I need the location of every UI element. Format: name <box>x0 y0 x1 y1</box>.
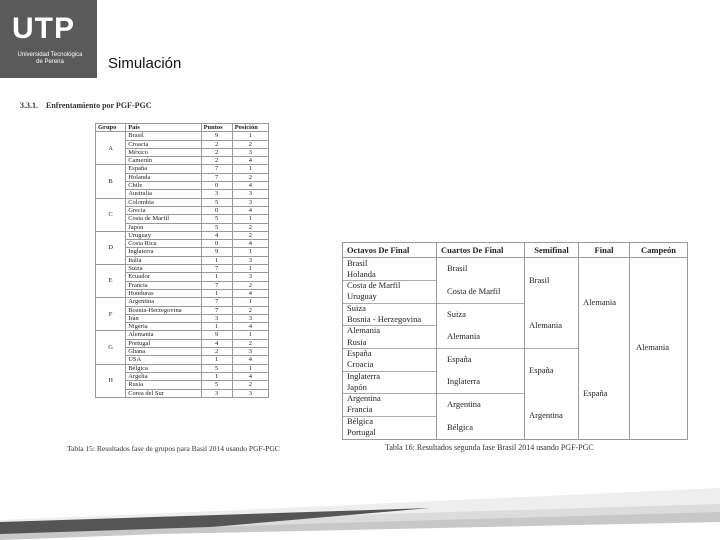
cell-country: Irán <box>126 314 201 322</box>
cell-position: 4 <box>232 356 268 364</box>
table-16-caption: Tabla 16: Resultados segunda fase Brasil 2014 usando PGF-PGC <box>385 443 594 452</box>
cell-points: 4 <box>201 339 232 347</box>
octavos-team: Costa de Marfil <box>347 280 401 291</box>
octavos-team: Suiza <box>347 302 366 313</box>
cell-country: Inglaterra <box>126 248 201 256</box>
cell-points: 5 <box>201 223 232 231</box>
cell-points: 1 <box>201 356 232 364</box>
cell-position: 3 <box>232 198 268 206</box>
cell-country: Brasil <box>126 132 201 140</box>
cuartos-team: España <box>447 353 472 364</box>
cell-points: 7 <box>201 173 232 181</box>
table-15-caption: Tabla 15: Resultados fase de grupos para Basil 2014 usando PGF-PGC <box>67 444 280 453</box>
bracket-header-octavos: Octavos De Final <box>343 243 440 258</box>
group-label: G <box>96 331 126 364</box>
col-header-position: Posición <box>232 124 268 132</box>
cell-position: 2 <box>232 281 268 289</box>
cell-country: Camerún <box>126 157 201 165</box>
logo-mark: UTP <box>12 12 75 45</box>
cell-points: 0 <box>201 206 232 214</box>
cell-country: Argelia <box>126 372 201 380</box>
semifinal-team: Brasil <box>529 274 550 285</box>
section-title: Enfrentamiento por PGF-PGC <box>46 101 152 110</box>
cell-country: Nigeria <box>126 323 201 331</box>
cell-country: Colombia <box>126 198 201 206</box>
cell-position: 4 <box>232 182 268 190</box>
cuartos-team: Suiza <box>447 308 466 319</box>
cell-position: 3 <box>232 148 268 156</box>
cell-points: 2 <box>201 148 232 156</box>
cell-position: 3 <box>232 314 268 322</box>
cell-country: Australia <box>126 190 201 198</box>
cell-position: 2 <box>232 173 268 181</box>
logo-text <box>10 52 90 66</box>
bracket-row-divider <box>525 348 578 349</box>
cell-position: 3 <box>232 273 268 281</box>
cell-country: Costa Rica <box>126 240 201 248</box>
cell-points: 9 <box>201 132 232 140</box>
final-team: Alemania <box>583 297 617 308</box>
cell-points: 7 <box>201 298 232 306</box>
cell-points: 7 <box>201 281 232 289</box>
table-row <box>96 265 269 273</box>
semifinal-team: Alemania <box>529 319 563 330</box>
cell-position: 3 <box>232 190 268 198</box>
cell-country: Japón <box>126 223 201 231</box>
cell-country: Honduras <box>126 289 201 297</box>
group-label: B <box>96 165 126 198</box>
cuartos-team: Alemania <box>447 331 481 342</box>
cell-position: 4 <box>232 240 268 248</box>
bracket-row-divider <box>437 393 524 394</box>
cell-country: México <box>126 148 201 156</box>
cell-points: 2 <box>201 140 232 148</box>
cell-position: 1 <box>232 331 268 339</box>
cell-position: 4 <box>232 206 268 214</box>
octavos-team: Japón <box>347 381 367 392</box>
cell-position: 4 <box>232 157 268 165</box>
cell-points: 1 <box>201 273 232 281</box>
group-label: F <box>96 298 126 331</box>
cell-points: 3 <box>201 389 232 397</box>
cell-points: 5 <box>201 215 232 223</box>
cell-position: 1 <box>232 248 268 256</box>
octavos-team: Bosnia - Herzegovina <box>347 314 422 324</box>
bracket-header-semifinal: Semifinal <box>525 243 578 258</box>
table-row <box>96 132 269 140</box>
cell-country: Francia <box>126 281 201 289</box>
cell-points: 2 <box>201 157 232 165</box>
cell-country: Costa de Marfil <box>126 215 201 223</box>
bracket-divider <box>578 243 579 439</box>
cell-country: Rusia <box>126 381 201 389</box>
cell-country: Bélgica <box>126 364 201 372</box>
section-number: 3.3.1. <box>20 101 38 110</box>
cell-position: 4 <box>232 289 268 297</box>
groups-header-row <box>96 124 269 132</box>
cell-points: 7 <box>201 306 232 314</box>
final-team: España <box>583 387 608 398</box>
cell-country: Corea del Sur <box>126 389 201 397</box>
table-row <box>96 364 269 372</box>
cell-country: Italia <box>126 256 201 264</box>
champion-team: Alemania <box>636 342 670 353</box>
cell-position: 1 <box>232 265 268 273</box>
bracket-divider <box>629 243 630 439</box>
cell-country: Portugal <box>126 339 201 347</box>
cell-country: USA <box>126 356 201 364</box>
cell-country: España <box>126 165 201 173</box>
bracket-row-divider <box>437 348 524 349</box>
bracket-divider <box>436 243 437 439</box>
cell-position: 4 <box>232 323 268 331</box>
bracket-row-divider <box>437 303 524 304</box>
col-header-country: País <box>126 124 201 132</box>
octavos-team: España <box>347 347 372 358</box>
cell-position: 2 <box>232 339 268 347</box>
cell-points: 3 <box>201 314 232 322</box>
table-row <box>96 231 269 239</box>
cell-country: Bosnia-Herzegovina <box>126 306 201 314</box>
octavos-team: Portugal <box>347 427 376 437</box>
col-header-points: Puntos <box>201 124 232 132</box>
octavos-team: Holanda <box>347 268 376 279</box>
cuartos-team: Inglaterra <box>447 376 481 387</box>
cell-points: 1 <box>201 256 232 264</box>
cell-position: 3 <box>232 256 268 264</box>
cell-points: 0 <box>201 240 232 248</box>
cell-position: 3 <box>232 389 268 397</box>
cuartos-team: Bélgica <box>447 421 473 432</box>
cell-country: Uruguay <box>126 231 201 239</box>
logo-line-2: de Pereira <box>36 59 64 65</box>
group-label: H <box>96 364 126 397</box>
cell-country: Grecia <box>126 206 201 214</box>
cell-position: 2 <box>232 306 268 314</box>
cell-position: 2 <box>232 381 268 389</box>
cell-points: 1 <box>201 323 232 331</box>
octavos-team: Inglaterra <box>347 370 381 381</box>
footer-wave-decoration <box>0 460 720 540</box>
octavos-team: Rusia <box>347 336 367 347</box>
cell-points: 5 <box>201 198 232 206</box>
knockout-bracket-table <box>342 242 688 440</box>
cell-country: Holanda <box>126 173 201 181</box>
cell-points: 4 <box>201 231 232 239</box>
bracket-header-final: Final <box>579 243 629 258</box>
bracket-header-campeon: Campeón <box>630 243 687 258</box>
octavos-team: Brasil <box>347 257 368 268</box>
octavos-team: Argentina <box>347 393 381 404</box>
cell-country: Chile <box>126 182 201 190</box>
cell-points: 1 <box>201 289 232 297</box>
cell-country: Ecuador <box>126 273 201 281</box>
col-header-group: Grupo <box>96 124 126 132</box>
cuartos-team: Argentina <box>447 398 481 409</box>
octavos-team: Alemania <box>347 325 381 336</box>
cell-country: Suiza <box>126 265 201 273</box>
table-row <box>96 298 269 306</box>
cell-country: Ghana <box>126 348 201 356</box>
cell-points: 2 <box>201 348 232 356</box>
group-label: D <box>96 231 126 264</box>
bracket-divider <box>524 243 525 439</box>
group-label: A <box>96 132 126 165</box>
cell-position: 3 <box>232 348 268 356</box>
cell-position: 1 <box>232 215 268 223</box>
cell-points: 5 <box>201 381 232 389</box>
cell-country: Argentina <box>126 298 201 306</box>
bracket-header-cuartos: Cuartos De Final <box>437 243 528 258</box>
table-row <box>96 331 269 339</box>
slide-title: Simulación <box>108 55 182 72</box>
cell-position: 2 <box>232 223 268 231</box>
octavos-team: Croacia <box>347 359 374 370</box>
octavos-team: Uruguay <box>347 291 377 302</box>
cell-position: 4 <box>232 372 268 380</box>
cell-position: 1 <box>232 165 268 173</box>
semifinal-team: España <box>529 365 554 375</box>
cell-position: 1 <box>232 132 268 140</box>
cuartos-team: Costa de Marfil <box>447 285 501 296</box>
octavos-team: Francia <box>347 404 373 415</box>
octavos-team: Bélgica <box>347 415 373 426</box>
groups-table-body <box>96 132 269 398</box>
cell-position: 1 <box>232 364 268 372</box>
university-logo <box>0 0 97 78</box>
cell-points: 3 <box>201 190 232 198</box>
table-row <box>96 165 269 173</box>
group-label: E <box>96 265 126 298</box>
cuartos-team: Brasil <box>447 263 468 274</box>
table-row <box>96 198 269 206</box>
cell-position: 2 <box>232 140 268 148</box>
cell-points: 5 <box>201 364 232 372</box>
logo-line-1: Universidad Tecnológica <box>17 52 83 58</box>
cell-points: 9 <box>201 331 232 339</box>
cell-points: 9 <box>201 248 232 256</box>
cell-country: Alemania <box>126 331 201 339</box>
cell-points: 1 <box>201 372 232 380</box>
cell-points: 0 <box>201 182 232 190</box>
section-heading <box>20 101 151 110</box>
cell-position: 2 <box>232 231 268 239</box>
cell-points: 7 <box>201 165 232 173</box>
group-label: C <box>96 198 126 231</box>
groups-table <box>95 123 269 398</box>
cell-position: 1 <box>232 298 268 306</box>
cell-points: 7 <box>201 265 232 273</box>
cell-country: Croacia <box>126 140 201 148</box>
semifinal-team: Argentina <box>529 410 563 421</box>
